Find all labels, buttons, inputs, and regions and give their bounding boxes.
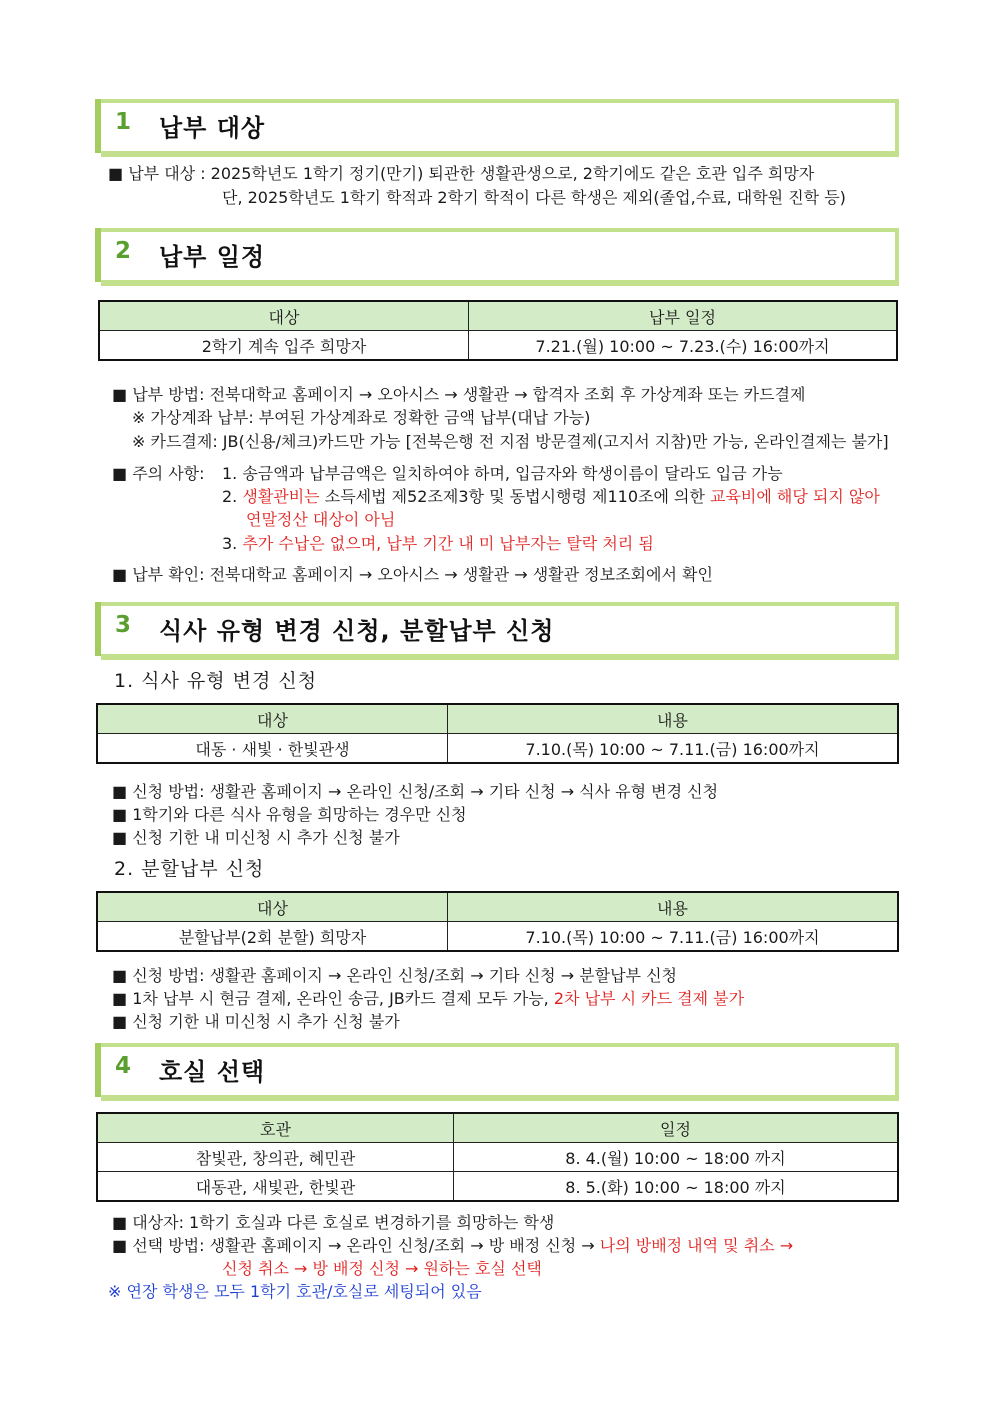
table-row <box>99 331 897 361</box>
room-selection-table <box>96 1112 899 1202</box>
table-header-row <box>97 892 898 922</box>
list-item: ■ 대상자: 1학기 호실과 다른 호실로 변경하기를 희망하는 학생 <box>112 1213 555 1232</box>
list-item: ■ 1학기와 다른 식사 유형을 희망하는 경우만 신청 <box>112 805 467 824</box>
caution-text: 소득세법 제52조제3항 및 동법시행령 제110조에 의한 <box>324 487 705 506</box>
table-header-cell: 납부 일정 <box>469 301 898 331</box>
list-item-text: ■ 선택 방법: 생활관 홈페이지 → 온라인 신청/조회 → 방 배정 신청 → <box>112 1236 595 1255</box>
caution-item-3 <box>222 533 654 555</box>
list-item: ■ 신청 기한 내 미신청 시 추가 신청 불가 <box>112 1012 400 1031</box>
caution-item-2-cont: 연말정산 대상이 아님 <box>246 510 396 529</box>
table-header-cell: 대상 <box>99 301 469 331</box>
section-2-header <box>95 228 899 282</box>
installment-table <box>96 891 899 952</box>
caution-highlight: 생활관비는 <box>242 487 320 506</box>
section-1-header <box>95 99 899 153</box>
table-cell: 7.10.(목) 10:00 ~ 7.11.(금) 16:00까지 <box>448 922 899 952</box>
caution-item-2 <box>222 486 880 508</box>
list-item: ■ 신청 방법: 생활관 홈페이지 → 온라인 신청/조회 → 기타 신청 → 식사 유형 변경 신청 <box>112 782 719 801</box>
table-cell: 분할납부(2회 분할) 희망자 <box>97 922 448 952</box>
caution-number: 2. <box>222 487 238 506</box>
table-header-row <box>97 704 898 734</box>
table-header-cell: 대상 <box>97 704 448 734</box>
table-cell: 2학기 계속 입주 희망자 <box>99 331 469 361</box>
table-row <box>97 734 898 764</box>
table-cell: 8. 5.(화) 10:00 ~ 18:00 까지 <box>454 1172 899 1202</box>
caution-highlight: 교육비에 해당 되지 않아 <box>710 487 880 506</box>
exclusion-line: 단, 2025학년도 1학기 학적과 2학기 학적이 다른 학생은 제외(졸업,수료, 대학원 진학 등) <box>222 188 846 207</box>
caution-highlight: 추가 수납은 없으며, 납부 기간 내 미 납부자는 탈락 처리 됨 <box>242 534 654 553</box>
table-header-cell: 대상 <box>97 892 448 922</box>
section-title: 납부 일정 <box>159 243 266 271</box>
table-header-cell: 내용 <box>448 704 899 734</box>
table-header-cell: 일정 <box>454 1113 899 1143</box>
section-number: 2 <box>115 238 132 264</box>
card-payment-note: ※ 카드결제: JB(신용/체크)카드만 가능 [전북은행 전 지점 방문결제(고지서 지참)만 가능, 온라인결제는 불가] <box>132 432 889 451</box>
section-title: 납부 대상 <box>159 114 266 142</box>
payment-confirm: ■ 납부 확인: 전북대학교 홈페이지 → 오아시스 → 생활관 → 생활관 정보조회에서 확인 <box>112 565 713 584</box>
table-header-cell: 호관 <box>97 1113 454 1143</box>
table-cell: 7.10.(목) 10:00 ~ 7.11.(금) 16:00까지 <box>448 734 899 764</box>
caution-number: 3. <box>222 534 238 553</box>
table-header-cell: 내용 <box>448 892 899 922</box>
payment-schedule-table <box>98 300 898 361</box>
section-title: 식사 유형 변경 신청, 분할납부 신청 <box>159 617 555 645</box>
subsection-title: 1. 식사 유형 변경 신청 <box>114 670 318 692</box>
caution-label: ■ 주의 사항: <box>112 464 205 483</box>
table-cell: 8. 4.(월) 10:00 ~ 18:00 까지 <box>454 1143 899 1172</box>
section-4-header <box>95 1043 899 1097</box>
caution-item-1: 1. 송금액과 납부금액은 일치하여야 하며, 입금자와 학생이름이 달라도 입금 가능 <box>222 464 783 483</box>
list-item-cont: 신청 취소 → 방 배정 신청 → 원하는 호실 선택 <box>222 1259 542 1278</box>
list-item <box>112 988 744 1010</box>
table-cell: 7.21.(월) 10:00 ~ 7.23.(수) 16:00까지 <box>469 331 898 361</box>
table-cell: 대동 · 새빛 · 한빛관생 <box>97 734 448 764</box>
subsection-title: 2. 분할납부 신청 <box>114 858 265 880</box>
table-cell: 참빛관, 창의관, 혜민관 <box>97 1143 454 1172</box>
payment-method: ■ 납부 방법: 전북대학교 홈페이지 → 오아시스 → 생활관 → 합격자 조회 후 가상계좌 또는 카드결제 <box>112 385 806 404</box>
table-row <box>97 922 898 952</box>
table-row <box>97 1172 898 1202</box>
table-header-row <box>99 301 897 331</box>
list-item-highlight: 나의 방배정 내역 및 취소 → <box>599 1236 794 1255</box>
section-number: 1 <box>115 109 132 135</box>
list-item <box>112 1235 793 1257</box>
target-line: ■ 납부 대상 : 2025학년도 1학기 정기(만기) 퇴관한 생활관생으로, 2학기에도 같은 호관 입주 희망자 <box>108 164 815 183</box>
table-cell: 대동관, 새빛관, 한빛관 <box>97 1172 454 1202</box>
list-item-text: ■ 1차 납부 시 현금 결제, 온라인 송금, JB카드 결제 모두 가능, <box>112 989 549 1008</box>
list-item: ■ 신청 방법: 생활관 홈페이지 → 온라인 신청/조회 → 기타 신청 → 분할납부 신청 <box>112 966 678 985</box>
section-title: 호실 선택 <box>159 1058 266 1086</box>
section-number: 3 <box>115 612 132 638</box>
section-number: 4 <box>115 1053 132 1079</box>
table-header-row <box>97 1113 898 1143</box>
virtual-account-note: ※ 가상계좌 납부: 부여된 가상계좌로 정확한 금액 납부(대납 가능) <box>132 408 591 427</box>
meal-change-table <box>96 703 899 764</box>
list-item: ■ 신청 기한 내 미신청 시 추가 신청 불가 <box>112 828 400 847</box>
section-3-header <box>95 602 899 656</box>
extension-note: ※ 연장 학생은 모두 1학기 호관/호실로 세팅되어 있음 <box>108 1282 482 1301</box>
list-item-highlight: 2차 납부 시 카드 결제 불가 <box>553 989 745 1008</box>
table-row <box>97 1143 898 1172</box>
